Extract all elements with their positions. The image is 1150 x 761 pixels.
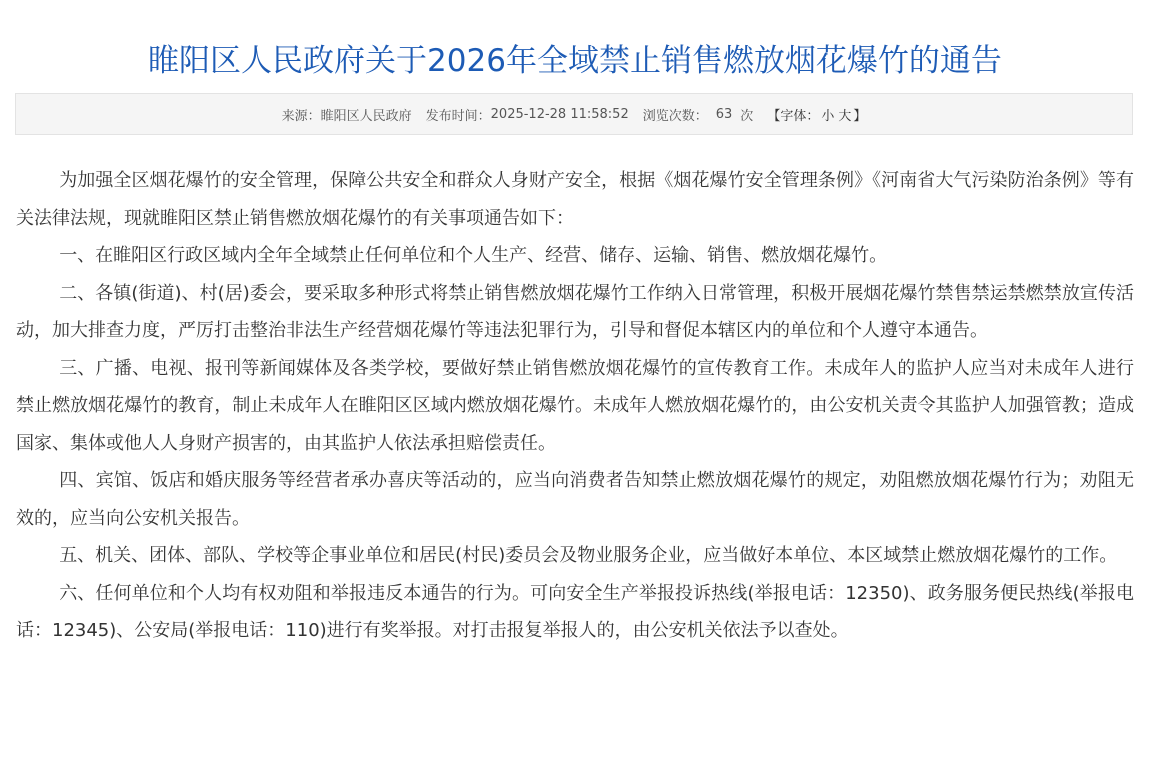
font-size-label: 【字体：	[767, 108, 820, 124]
font-large-link[interactable]: 大	[838, 108, 852, 124]
views-unit: 次	[740, 108, 754, 124]
paragraph-item-1: 一、在睢阳区行政区域内全年全域禁止任何单位和个人生产、经营、储存、运输、销售、燃放烟花爆竹。	[59, 245, 888, 266]
paragraph-item-3: 三、广播、电视、报刊等新闻媒体及各类学校，要做好禁止销售燃放烟花爆竹的宣传教育工作。未成年人的监护人应当对未成年人进行禁止燃放烟花爆竹的教育，制止未成年人在睢阳区区域内燃放烟花爆竹。未成年人燃放烟花爆竹的，由公安机关责令其监护人加强管教；造成国家、集体或他人人身财产损害的，由其监护人依法承担赔偿责任。	[16, 357, 1134, 454]
views-label: 浏览次数：	[642, 108, 708, 124]
publish-time-label: 发布时间：	[425, 108, 491, 124]
paragraph-item-5: 五、机关、团体、部队、学校等企事业单位和居民(村民)委员会及物业服务企业，应当做好本单位、本区域禁止燃放烟花爆竹的工作。	[59, 545, 1118, 566]
paragraph-intro: 为加强全区烟花爆竹的安全管理，保障公共安全和群众人身财产安全，根据《烟花爆竹安全管理条例》《河南省大气污染防治条例》等有关法律法规，现就睢阳区禁止销售燃放烟花爆竹的有关事项通告如下：	[16, 170, 1134, 229]
publish-time-value: 2025-12-28 11:58:52	[490, 106, 629, 122]
paragraph-item-6: 六、任何单位和个人均有权劝阻和举报违反本通告的行为。可向安全生产举报投诉热线(举报电话：12350)、政务服务便民热线(举报电话：12345)、公安局(举报电话：110)进行有奖举报。对打击报复举报人的，由公安机关依法予以查处。	[16, 582, 1134, 641]
paragraph-item-2: 二、各镇(街道)、村(居)委会，要采取多种形式将禁止销售燃放烟花爆竹工作纳入日常管理，积极开展烟花爆竹禁售禁运禁燃禁放宣传活动，加大排查力度，严厉打击整治非法生产经营烟花爆竹等违法犯罪行为，引导和督促本辖区内的单位和个人遵守本通告。	[16, 282, 1134, 341]
article-title: 睢阳区人民政府关于2026年全域禁止销售燃放烟花爆竹的通告	[148, 42, 1002, 79]
source-label: 来源：	[281, 108, 321, 124]
font-size-close: 】	[853, 108, 867, 124]
views-count: 63	[715, 106, 733, 122]
source-value: 睢阳区人民政府	[320, 108, 412, 124]
font-size-control	[767, 105, 866, 124]
font-small-link[interactable]: 小	[821, 108, 835, 124]
article-meta-bar	[15, 93, 1133, 135]
paragraph-item-4: 四、宾馆、饭店和婚庆服务等经营者承办喜庆等活动的，应当向消费者告知禁止燃放烟花爆竹的规定，劝阻燃放烟花爆竹行为；劝阻无效的，应当向公安机关报告。	[16, 470, 1134, 529]
article-body	[16, 162, 1134, 650]
